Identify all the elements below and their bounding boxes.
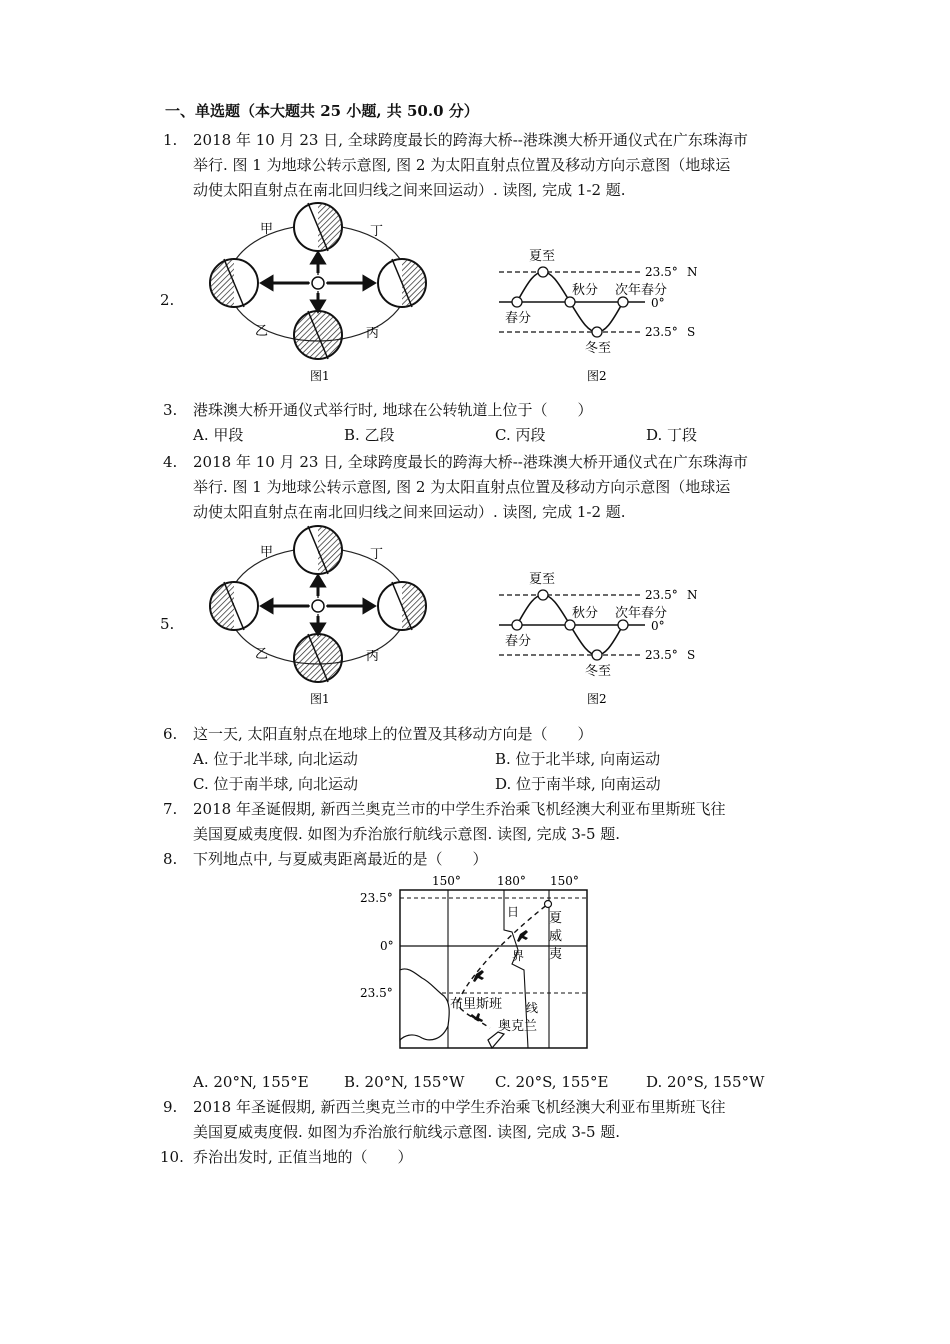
earth-left xyxy=(210,582,258,630)
label-hawaii-3: 夷 xyxy=(549,947,563,962)
earth-left xyxy=(210,259,258,307)
lon-label-150e: 150° xyxy=(432,874,461,888)
orbit-label-jia: 甲 xyxy=(260,222,274,237)
subsolar-point-figure xyxy=(495,240,720,388)
label-cinian: 次年春分 xyxy=(615,283,668,298)
orbit-label-bing: 丙 xyxy=(366,326,380,341)
label-xiazhi: 夏至 xyxy=(529,249,556,264)
label-brisbane: 布里斯班 xyxy=(450,997,503,1012)
figure-caption: 图2 xyxy=(587,692,607,706)
question-number: 8. xyxy=(163,850,178,868)
lat-label-0: 0° xyxy=(380,939,394,953)
label-s: S xyxy=(687,325,696,339)
label-eq: 0° xyxy=(651,619,665,633)
label-dateline-jie: 界 xyxy=(512,949,525,963)
question-number: 7. xyxy=(163,800,178,818)
lat-label-23s: 23.5° xyxy=(360,986,393,1000)
question-number: 10. xyxy=(160,1148,184,1166)
question-text-line: 2018 年圣诞假期, 新西兰奥克兰市的中学生乔治乘飞机经澳大利亚布里斯班飞往 xyxy=(193,800,726,818)
label-chunfen: 春分 xyxy=(505,311,532,326)
orbit-label-jia: 甲 xyxy=(260,545,274,560)
sun-icon xyxy=(307,272,329,294)
earth-top xyxy=(294,203,342,251)
label-dateline-xian: 线 xyxy=(526,1001,539,1015)
question-stem: 这一天, 太阳直射点在地球上的位置及其移动方向是（ ） xyxy=(193,725,593,743)
label-dongzhi: 冬至 xyxy=(585,664,612,679)
orbit-label-ding: 丁 xyxy=(370,224,384,239)
option-c: C. 位于南半球, 向北运动 xyxy=(193,775,359,793)
option-b: B. 位于北半球, 向南运动 xyxy=(495,750,661,768)
question-text-line: 美国夏威夷度假. 如图为乔治旅行航线示意图. 读图, 完成 3-5 题. xyxy=(193,825,621,843)
earth-right xyxy=(378,582,426,630)
question-text-line: 2018 年 10 月 23 日, 全球跨度最长的跨海大桥--港珠澳大桥开通仪式在广东珠海市 xyxy=(193,131,748,149)
lon-label-180: 180° xyxy=(497,874,526,888)
lon-label-150w: 150° xyxy=(550,874,579,888)
option-d: D. 丁段 xyxy=(646,426,698,444)
label-qiufen: 秋分 xyxy=(572,606,599,621)
orbit-label-ding: 丁 xyxy=(370,547,384,562)
option-a: A. 位于北半球, 向北运动 xyxy=(193,750,358,768)
question-text-line: 举行. 图 1 为地球公转示意图, 图 2 为太阳直射点位置及移动方向示意图（地球运 xyxy=(193,478,731,496)
option-d: D. 位于南半球, 向南运动 xyxy=(495,775,661,793)
section-title: 一、单选题（本大题共 25 小题, 共 50.0 分） xyxy=(165,102,479,120)
question-text-line: 举行. 图 1 为地球公转示意图, 图 2 为太阳直射点位置及移动方向示意图（地球运 xyxy=(193,156,731,174)
option-a: A. 甲段 xyxy=(193,426,244,444)
question-number: 1. xyxy=(163,131,178,149)
label-n: N xyxy=(687,265,698,279)
earth-bottom xyxy=(294,634,342,682)
label-dateline-ri: 日 xyxy=(507,905,520,919)
earth-bottom xyxy=(294,311,342,359)
question-number: 2. xyxy=(160,291,175,309)
question-text-line: 动使太阳直射点在南北回归线之间来回运动）. 读图, 完成 1-2 题. xyxy=(193,503,626,521)
label-hawaii-1: 夏 xyxy=(549,911,563,926)
question-stem: 下列地点中, 与夏威夷距离最近的是（ ） xyxy=(193,850,488,868)
figure-caption: 图1 xyxy=(310,692,330,706)
question-number: 4. xyxy=(163,453,178,471)
orbit-label-yi: 乙 xyxy=(255,324,269,339)
label-s: S xyxy=(687,648,696,662)
figure-caption: 图1 xyxy=(310,369,330,383)
option-a: A. 20°N, 155°E xyxy=(193,1073,309,1091)
label-hawaii-2: 威 xyxy=(549,929,563,944)
option-b: B. 20°N, 155°W xyxy=(344,1073,465,1091)
question-number: 5. xyxy=(160,615,175,633)
option-c: C. 20°S, 155°E xyxy=(495,1073,609,1091)
flight-route-map xyxy=(352,870,592,1055)
label-s-lat: 23.5° xyxy=(645,325,678,339)
label-cinian: 次年春分 xyxy=(615,606,668,621)
question-text-line: 动使太阳直射点在南北回归线之间来回运动）. 读图, 完成 1-2 题. xyxy=(193,181,626,199)
label-auckland: 奥克兰 xyxy=(498,1019,538,1034)
question-stem: 港珠澳大桥开通仪式举行时, 地球在公转轨道上位于（ ） xyxy=(193,401,593,419)
label-n-lat: 23.5° xyxy=(645,265,678,279)
option-c: C. 丙段 xyxy=(495,426,546,444)
label-dongzhi: 冬至 xyxy=(585,341,612,356)
label-n-lat: 23.5° xyxy=(645,588,678,602)
question-text-line: 2018 年圣诞假期, 新西兰奥克兰市的中学生乔治乘飞机经澳大利亚布里斯班飞往 xyxy=(193,1098,726,1116)
question-number: 9. xyxy=(163,1098,178,1116)
option-b: B. 乙段 xyxy=(344,426,395,444)
question-stem: 乔治出发时, 正值当地的（ ） xyxy=(193,1148,413,1166)
question-text-line: 美国夏威夷度假. 如图为乔治旅行航线示意图. 读图, 完成 3-5 题. xyxy=(193,1123,621,1141)
earth-orbit-figure xyxy=(200,518,440,713)
label-chunfen: 春分 xyxy=(505,634,532,649)
earth-top xyxy=(294,526,342,574)
label-n: N xyxy=(687,588,698,602)
label-xiazhi: 夏至 xyxy=(529,572,556,587)
earth-orbit-figure xyxy=(200,195,440,390)
orbit-label-yi: 乙 xyxy=(255,647,269,662)
label-eq: 0° xyxy=(651,296,665,310)
subsolar-point-figure xyxy=(495,563,720,711)
option-d: D. 20°S, 155°W xyxy=(646,1073,765,1091)
question-number: 3. xyxy=(163,401,178,419)
question-number: 6. xyxy=(163,725,178,743)
sun-icon xyxy=(307,595,329,617)
question-text-line: 2018 年 10 月 23 日, 全球跨度最长的跨海大桥--港珠澳大桥开通仪式在广东珠海市 xyxy=(193,453,748,471)
label-s-lat: 23.5° xyxy=(645,648,678,662)
earth-right xyxy=(378,259,426,307)
figure-caption: 图2 xyxy=(587,369,607,383)
lat-label-23n: 23.5° xyxy=(360,891,393,905)
orbit-label-bing: 丙 xyxy=(366,649,380,664)
label-qiufen: 秋分 xyxy=(572,283,599,298)
